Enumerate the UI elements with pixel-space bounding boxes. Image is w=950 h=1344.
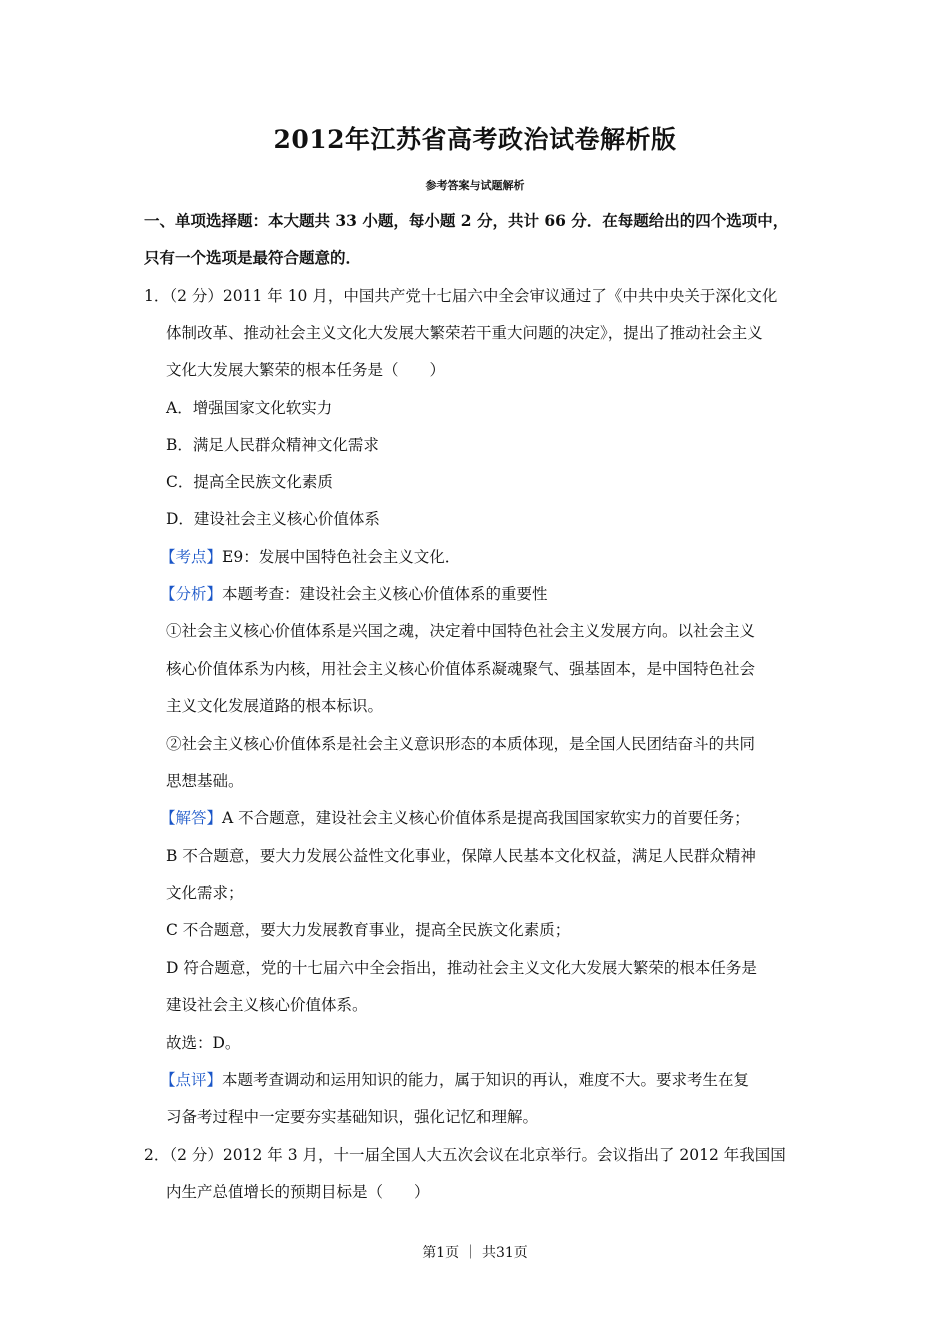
q1-dianping bbox=[160, 1070, 749, 1090]
dianping-text: 本题考查调动和运用知识的能力，属于知识的再认，难度不大。要求考生在复 bbox=[222, 1071, 750, 1089]
q1-analysis-point2-line1: ②社会主义核心价值体系是社会主义意识形态的本质体现，是全国人民团结奋斗的共同 bbox=[166, 735, 756, 753]
fenxi-tag: 【分析】 bbox=[160, 585, 223, 603]
page-footer: 第1页 ｜ 共31页 bbox=[422, 1245, 528, 1261]
q1-stem-line2: 体制改革、推动社会主义文化大发展大繁荣若干重大问题的决定》，提出了推动社会主义 bbox=[166, 324, 763, 342]
q1-option-d: D．建设社会主义核心价值体系 bbox=[166, 510, 380, 528]
q2-stem-line1: 2．（2 分）2012 年 3 月，十一届全国人大五次会议在北京举行。会议指出了 2012 年我国国 bbox=[144, 1146, 786, 1164]
kaodian-tag: 【考点】 bbox=[160, 548, 223, 566]
page-title: 2012年江苏省高考政治试卷解析版 bbox=[273, 125, 677, 154]
q1-option-c: C．提高全民族文化素质 bbox=[166, 473, 333, 491]
q1-answer-choice: 故选：D。 bbox=[166, 1034, 241, 1052]
q1-jieda bbox=[160, 808, 750, 828]
q1-fenxi bbox=[160, 584, 548, 604]
jieda-text: A 不合题意，建设社会主义核心价值体系是提高我国国家软实力的首要任务； bbox=[222, 809, 750, 827]
q1-comment-line2: 习备考过程中一定要夯实基础知识，强化记忆和理解。 bbox=[166, 1108, 539, 1126]
q1-stem-line1: 1．（2 分）2011 年 10 月，中国共产党十七届六中全会审议通过了《中共中央关于深化文化 bbox=[144, 287, 778, 305]
section-heading-line1: 一、单项选择题：本大题共 33 小题，每小题 2 分，共计 66 分．在每题给出的四个选项中， bbox=[144, 211, 789, 230]
q1-stem-line3: 文化大发展大繁荣的根本任务是（ ） bbox=[166, 361, 446, 379]
q2-stem-line2: 内生产总值增长的预期目标是（ ） bbox=[166, 1183, 430, 1201]
q1-answer-line6: 建设社会主义核心价值体系。 bbox=[166, 996, 368, 1014]
q1-option-b: B．满足人民群众精神文化需求 bbox=[166, 436, 379, 454]
page-subtitle: 参考答案与试题解析 bbox=[425, 179, 525, 192]
q1-answer-line2: B 不合题意，要大力发展公益性文化事业，保障人民基本文化权益，满足人民群众精神 bbox=[166, 847, 756, 865]
q1-answer-line3: 文化需求； bbox=[166, 884, 244, 902]
q1-answer-line4: C 不合题意，要大力发展教育事业，提高全民族文化素质； bbox=[166, 921, 571, 939]
q1-kaodian bbox=[160, 547, 460, 567]
fenxi-text: 本题考查：建设社会主义核心价值体系的重要性 bbox=[222, 585, 548, 603]
section-heading-line2: 只有一个选项是最符合题意的． bbox=[144, 248, 362, 267]
jieda-tag: 【解答】 bbox=[160, 809, 223, 827]
q1-analysis-point1-line1: ①社会主义核心价值体系是兴国之魂，决定着中国特色社会主义发展方向。以社会主义 bbox=[166, 622, 756, 640]
kaodian-text: E9：发展中国特色社会主义文化． bbox=[222, 548, 461, 566]
q1-answer-line5: D 符合题意，党的十七届六中全会指出，推动社会主义文化大发展大繁荣的根本任务是 bbox=[166, 959, 757, 977]
q1-analysis-point1-line3: 主义文化发展道路的根本标识。 bbox=[166, 697, 384, 715]
q1-analysis-point2-line2: 思想基础。 bbox=[166, 772, 244, 790]
dianping-tag: 【点评】 bbox=[160, 1071, 223, 1089]
q1-option-a: A．增强国家文化软实力 bbox=[166, 399, 333, 417]
q1-analysis-point1-line2: 核心价值体系为内核，用社会主义核心价值体系凝魂聚气、强基固本，是中国特色社会 bbox=[166, 660, 756, 678]
